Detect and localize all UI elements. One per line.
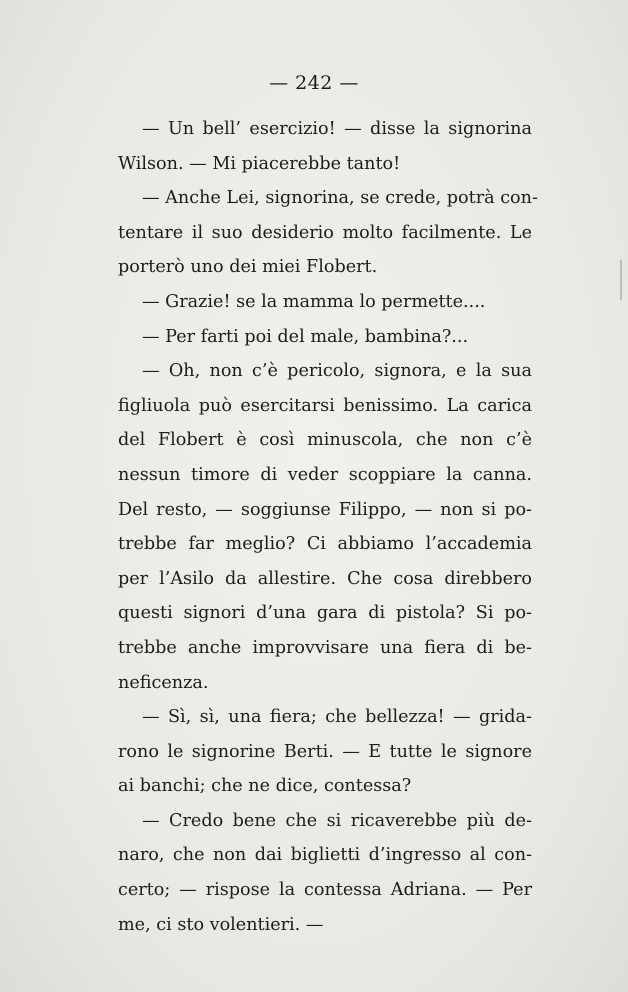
text-line: neficenza. xyxy=(118,672,209,693)
text-line: Wilson. — Mi piacerebbe tanto! xyxy=(118,153,401,174)
text-line: — Credo bene che si ricaverebbe più de- xyxy=(142,810,532,831)
text-line: naro, che non dai biglietti d’ingresso al con- xyxy=(118,845,532,866)
text-line: — Oh, non c’è pericolo, signora, e la sua xyxy=(142,361,532,382)
text-line: Del resto, — soggiunse Filippo, — non si po- xyxy=(118,499,532,520)
text-line: trebbe anche improvvisare una fiera di be- xyxy=(118,637,532,658)
text-line: — Anche Lei, signorina, se crede, potrà con- xyxy=(142,188,538,209)
text-line: per l’Asilo da allestire. Che cosa direbbero xyxy=(118,568,532,589)
text-line: figliuola può esercitarsi benissimo. La carica xyxy=(118,395,532,416)
text-line: me, ci sto volentieri. — xyxy=(118,914,324,935)
text-line: — Grazie! se la mamma lo permette.... xyxy=(142,291,486,312)
text-line: ai banchi; che ne dice, contessa? xyxy=(118,776,412,797)
text-line: del Flobert è così minuscola, che non c’è xyxy=(118,430,532,451)
text-line: — Un bell’ esercizio! — disse la signorina xyxy=(142,119,532,139)
text-line: tentare il suo desiderio molto facilmente. Le xyxy=(118,222,532,243)
page-edge-mark xyxy=(620,260,622,300)
text-line: questi signori d’una gara di pistola? Si po- xyxy=(118,603,532,624)
text-line: nessun timore di veder scoppiare la canna. xyxy=(118,464,532,485)
text-line: certo; — rispose la contessa Adriana. — Per xyxy=(118,880,532,901)
text-line: porterò uno dei miei Flobert. xyxy=(118,257,378,278)
page-number: — 242 — xyxy=(269,72,359,94)
body-text xyxy=(118,112,538,942)
text-line: — Per farti poi del male, bambina?... xyxy=(142,326,469,347)
text-line: rono le signorine Berti. — E tutte le signore xyxy=(118,741,532,762)
text-line: trebbe far meglio? Ci abbiamo l’accademia xyxy=(118,534,532,555)
text-line: — Sì, sì, una fiera; che bellezza! — grida- xyxy=(142,707,532,728)
